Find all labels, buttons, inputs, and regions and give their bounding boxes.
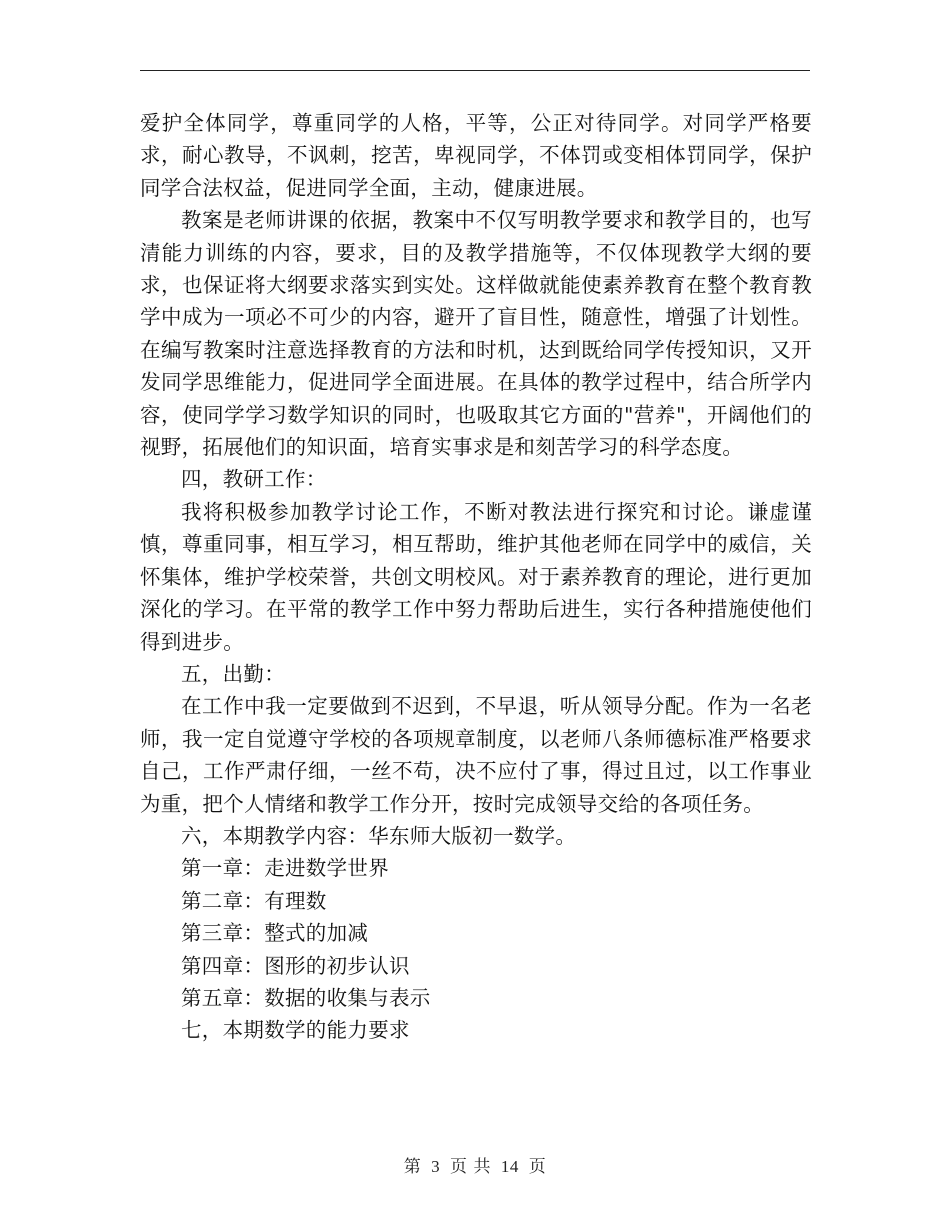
section-heading-content: 六，本期教学内容：华东师大版初一数学。 <box>181 823 577 848</box>
section-heading-attendance: 五，出勤： <box>181 661 285 686</box>
chapter-item-5: 第五章：数据的收集与表示 <box>181 985 431 1010</box>
footer-suffix: 页 <box>528 1157 547 1177</box>
header-rule <box>140 70 810 71</box>
footer-middle: 页 共 <box>450 1157 491 1177</box>
paragraph-3: 我将积极参加教学讨论工作，不断对教法进行探究和讨论。谦虚谨慎，尊重同事，相互学习，相互帮助，维护其他老师在同学中的威信，关怀集体，维护学校荣誉，共创文明校风。对于素养教育的理论，进行更加深化的学习。在平常的教学工作中努力帮助后进生，实行各种措施使他们得到进步。 <box>140 499 812 654</box>
total-pages-number: 14 <box>500 1157 519 1176</box>
section-heading-research: 四，教研工作： <box>181 467 327 492</box>
paragraph-1: 爱护全体同学，尊重同学的人格，平等，公正对待同学。对同学严格要求，耐心教导，不讽刺，挖苦，卑视同学，不体罚或变相体罚同学，保护同学合法权益，促进同学全面，主动，健康进展。 <box>140 111 812 200</box>
page-footer <box>0 1152 950 1177</box>
chapter-item-3: 第三章：整式的加减 <box>181 921 369 946</box>
paragraph-4: 在工作中我一定要做到不迟到，不早退，听从领导分配。作为一名老师，我一定自觉遵守学校的各项规章制度，以老师八条师德标准严格要求自己，工作严肃仔细，一丝不苟，决不应付了事，得过且过，以工作事业为重，把个人情绪和教学工作分开，按时完成领导交给的各项任务。 <box>140 694 812 816</box>
chapter-item-1: 第一章：走进数学世界 <box>181 856 389 881</box>
section-heading-ability: 七，本期数学的能力要求 <box>181 1018 410 1043</box>
chapter-item-4: 第四章：图形的初步认识 <box>181 953 410 978</box>
current-page-number: 3 <box>431 1157 441 1176</box>
footer-prefix: 第 <box>403 1157 422 1177</box>
paragraph-2: 教案是老师讲课的依据，教案中不仅写明教学要求和教学目的，也写清能力训练的内容，要求，目的及教学措施等，不仅体现教学大纲的要求，也保证将大纲要求落实到实处。这样做就能使素养教育在整个教育教学中成为一项必不可少的内容，避开了盲目性，随意性，增强了计划性。在编写教案时注意选择教育的方法和时机，达到既给同学传授知识，又开发同学思维能力，促进同学全面进展。在具体的教学过程中，结合所学内容，使同学学习数学知识的同时，也吸取其它方面的"营养"，开阔他们的视野，拓展他们的知识面，培育实事求是和刻苦学习的科学态度。 <box>140 208 812 460</box>
chapter-item-2: 第二章：有理数 <box>181 888 327 913</box>
document-body <box>140 107 812 1047</box>
